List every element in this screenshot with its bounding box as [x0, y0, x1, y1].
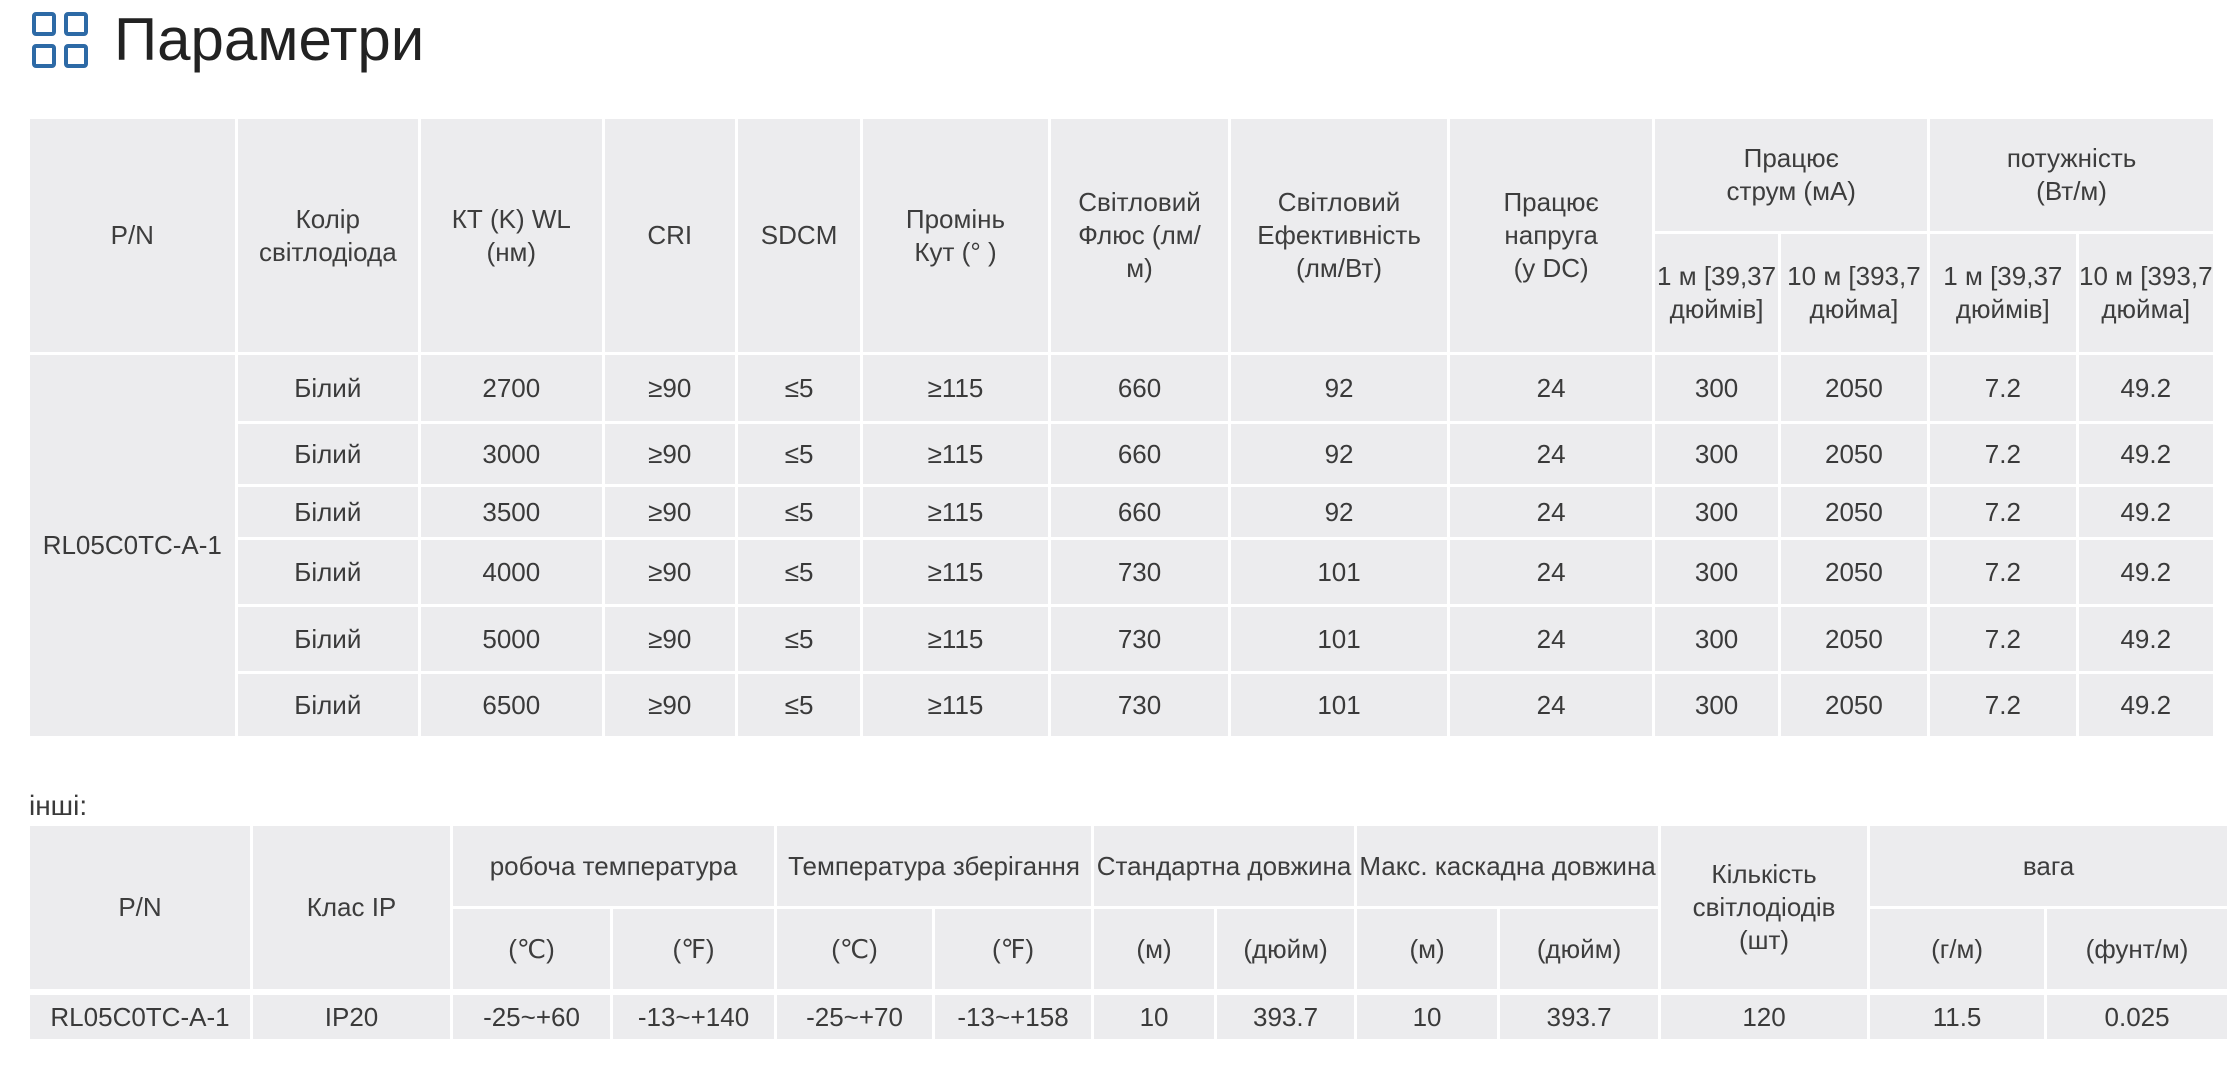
cell-power-10m: 49.2 — [2079, 424, 2213, 484]
others-header-std-in: (дюйм) — [1217, 909, 1354, 989]
header-luminous-flux: Світловий Флюс (лм/м) — [1051, 119, 1228, 352]
cell-power-1m: 7.2 — [1930, 355, 2075, 421]
cell-color: Білий — [238, 540, 419, 604]
cell-power-1m: 7.2 — [1930, 540, 2075, 604]
table-row — [30, 995, 2227, 1039]
cell-power-10m: 49.2 — [2079, 674, 2213, 736]
cell-cri: ≥90 — [605, 607, 735, 671]
others-header-storage-temp: Температура зберігання — [777, 826, 1091, 906]
cell-power-10m: 49.2 — [2079, 487, 2213, 537]
cell-op-c: -25~+60 — [453, 995, 610, 1039]
others-header-led-count: Кількість світлодіодів (шт) — [1661, 826, 1867, 989]
cell-current-10m: 2050 — [1781, 540, 1927, 604]
cell-power-10m: 49.2 — [2079, 607, 2213, 671]
cell-current-10m: 2050 — [1781, 355, 1927, 421]
cell-efficacy: 92 — [1231, 424, 1447, 484]
header-cri: CRI — [605, 119, 735, 352]
cell-cct: 4000 — [421, 540, 602, 604]
others-header-op-f: (℉) — [613, 909, 774, 989]
cell-flux: 660 — [1051, 424, 1228, 484]
cell-beam: ≥115 — [863, 674, 1048, 736]
cell-ip: IP20 — [253, 995, 450, 1039]
others-header-st-c: (℃) — [777, 909, 932, 989]
cell-sdcm: ≤5 — [738, 424, 860, 484]
cell-sdcm: ≤5 — [738, 674, 860, 736]
cell-flux: 730 — [1051, 540, 1228, 604]
others-header-ip: Клас IP — [253, 826, 450, 989]
cell-flux: 660 — [1051, 487, 1228, 537]
other-parameters-table — [27, 823, 2230, 1042]
cell-beam: ≥115 — [863, 355, 1048, 421]
cell-cct: 3000 — [421, 424, 602, 484]
cell-led-count: 120 — [1661, 995, 1867, 1039]
cell-cct: 6500 — [421, 674, 602, 736]
table-row — [30, 674, 2213, 736]
others-header-std-m: (м) — [1094, 909, 1214, 989]
cell-pn: RL05C0TC-A-1 — [30, 355, 235, 736]
header-voltage: Працює напруга (у DC) — [1450, 119, 1653, 352]
cell-cri: ≥90 — [605, 424, 735, 484]
table-row — [30, 424, 2213, 484]
cell-voltage: 24 — [1450, 355, 1653, 421]
cell-cri: ≥90 — [605, 540, 735, 604]
section-heading — [32, 6, 425, 73]
others-header-op-temp: робоча температура — [453, 826, 774, 906]
cell-efficacy: 101 — [1231, 674, 1447, 736]
table-row — [30, 487, 2213, 537]
header-beam-angle: Промінь Кут (° ) — [863, 119, 1048, 352]
cell-color: Білий — [238, 607, 419, 671]
header-pn: P/N — [30, 119, 235, 352]
others-header-max-m: (м) — [1357, 909, 1497, 989]
cell-flux: 730 — [1051, 674, 1228, 736]
cell-efficacy: 101 — [1231, 540, 1447, 604]
cell-flux: 730 — [1051, 607, 1228, 671]
cell-st-f: -13~+158 — [935, 995, 1091, 1039]
others-header-max-length: Макс. каскадна довжина — [1357, 826, 1658, 906]
cell-voltage: 24 — [1450, 487, 1653, 537]
header-current: Працює струм (мА) — [1655, 119, 1927, 231]
cell-color: Білий — [238, 487, 419, 537]
cell-cri: ≥90 — [605, 674, 735, 736]
cell-efficacy: 92 — [1231, 355, 1447, 421]
cell-sdcm: ≤5 — [738, 487, 860, 537]
header-current-10m: 10 м [393,7 дюйма] — [1781, 234, 1927, 352]
cell-cct: 3500 — [421, 487, 602, 537]
page-title: Параметри — [114, 6, 425, 73]
cell-cri: ≥90 — [605, 487, 735, 537]
others-header-weight-g: (г/м) — [1870, 909, 2044, 989]
header-led-color: Колір світлодіода — [238, 119, 419, 352]
cell-current-10m: 2050 — [1781, 424, 1927, 484]
cell-current-10m: 2050 — [1781, 487, 1927, 537]
others-header-pn: P/N — [30, 826, 250, 989]
header-power-10m: 10 м [393,7 дюйма] — [2079, 234, 2213, 352]
others-header-std-length: Стандартна довжина — [1094, 826, 1354, 906]
cell-power-10m: 49.2 — [2079, 355, 2213, 421]
cell-power-1m: 7.2 — [1930, 607, 2075, 671]
cell-current-1m: 300 — [1655, 487, 1777, 537]
header-efficacy: Світловий Ефективність (лм/Вт) — [1231, 119, 1447, 352]
header-power-1m: 1 м [39,37 дюймів] — [1930, 234, 2075, 352]
cell-pn: RL05C0TC-A-1 — [30, 995, 250, 1039]
cell-max-in: 393.7 — [1500, 995, 1658, 1039]
cell-std-m: 10 — [1094, 995, 1214, 1039]
cell-voltage: 24 — [1450, 540, 1653, 604]
others-header-max-in: (дюйм) — [1500, 909, 1658, 989]
cell-voltage: 24 — [1450, 424, 1653, 484]
header-power: потужність (Вт/м) — [1930, 119, 2213, 231]
table-row — [30, 355, 2213, 421]
cell-color: Білий — [238, 355, 419, 421]
cell-current-1m: 300 — [1655, 540, 1777, 604]
cell-current-10m: 2050 — [1781, 607, 1927, 671]
cell-beam: ≥115 — [863, 540, 1048, 604]
cell-sdcm: ≤5 — [738, 607, 860, 671]
cell-color: Білий — [238, 424, 419, 484]
cell-beam: ≥115 — [863, 487, 1048, 537]
cell-beam: ≥115 — [863, 424, 1048, 484]
parameters-table — [27, 116, 2216, 739]
cell-power-10m: 49.2 — [2079, 540, 2213, 604]
cell-cri: ≥90 — [605, 355, 735, 421]
cell-sdcm: ≤5 — [738, 355, 860, 421]
cell-power-1m: 7.2 — [1930, 487, 2075, 537]
cell-beam: ≥115 — [863, 607, 1048, 671]
others-header-weight-lb: (фунт/м) — [2047, 909, 2227, 989]
cell-max-m: 10 — [1357, 995, 1497, 1039]
cell-flux: 660 — [1051, 355, 1228, 421]
cell-efficacy: 92 — [1231, 487, 1447, 537]
cell-power-1m: 7.2 — [1930, 424, 2075, 484]
others-header-op-c: (℃) — [453, 909, 610, 989]
cell-std-in: 393.7 — [1217, 995, 1354, 1039]
cell-cct: 2700 — [421, 355, 602, 421]
cell-current-10m: 2050 — [1781, 674, 1927, 736]
cell-efficacy: 101 — [1231, 607, 1447, 671]
header-current-1m: 1 м [39,37 дюймів] — [1655, 234, 1777, 352]
cell-color: Білий — [238, 674, 419, 736]
others-header-weight: вага — [1870, 826, 2227, 906]
header-sdcm: SDCM — [738, 119, 860, 352]
cell-current-1m: 300 — [1655, 607, 1777, 671]
header-cct: КТ (K) WL (нм) — [421, 119, 602, 352]
table-row — [30, 540, 2213, 604]
cell-voltage: 24 — [1450, 674, 1653, 736]
cell-power-1m: 7.2 — [1930, 674, 2075, 736]
others-label: інші: — [29, 790, 88, 821]
cell-current-1m: 300 — [1655, 424, 1777, 484]
cell-current-1m: 300 — [1655, 674, 1777, 736]
cell-cct: 5000 — [421, 607, 602, 671]
cell-weight-lb: 0.025 — [2047, 995, 2227, 1039]
cell-voltage: 24 — [1450, 607, 1653, 671]
others-header-st-f: (℉) — [935, 909, 1091, 989]
cell-op-f: -13~+140 — [613, 995, 774, 1039]
cell-sdcm: ≤5 — [738, 540, 860, 604]
table-row — [30, 607, 2213, 671]
grid-icon — [32, 12, 88, 68]
cell-current-1m: 300 — [1655, 355, 1777, 421]
cell-weight-g: 11.5 — [1870, 995, 2044, 1039]
cell-st-c: -25~+70 — [777, 995, 932, 1039]
